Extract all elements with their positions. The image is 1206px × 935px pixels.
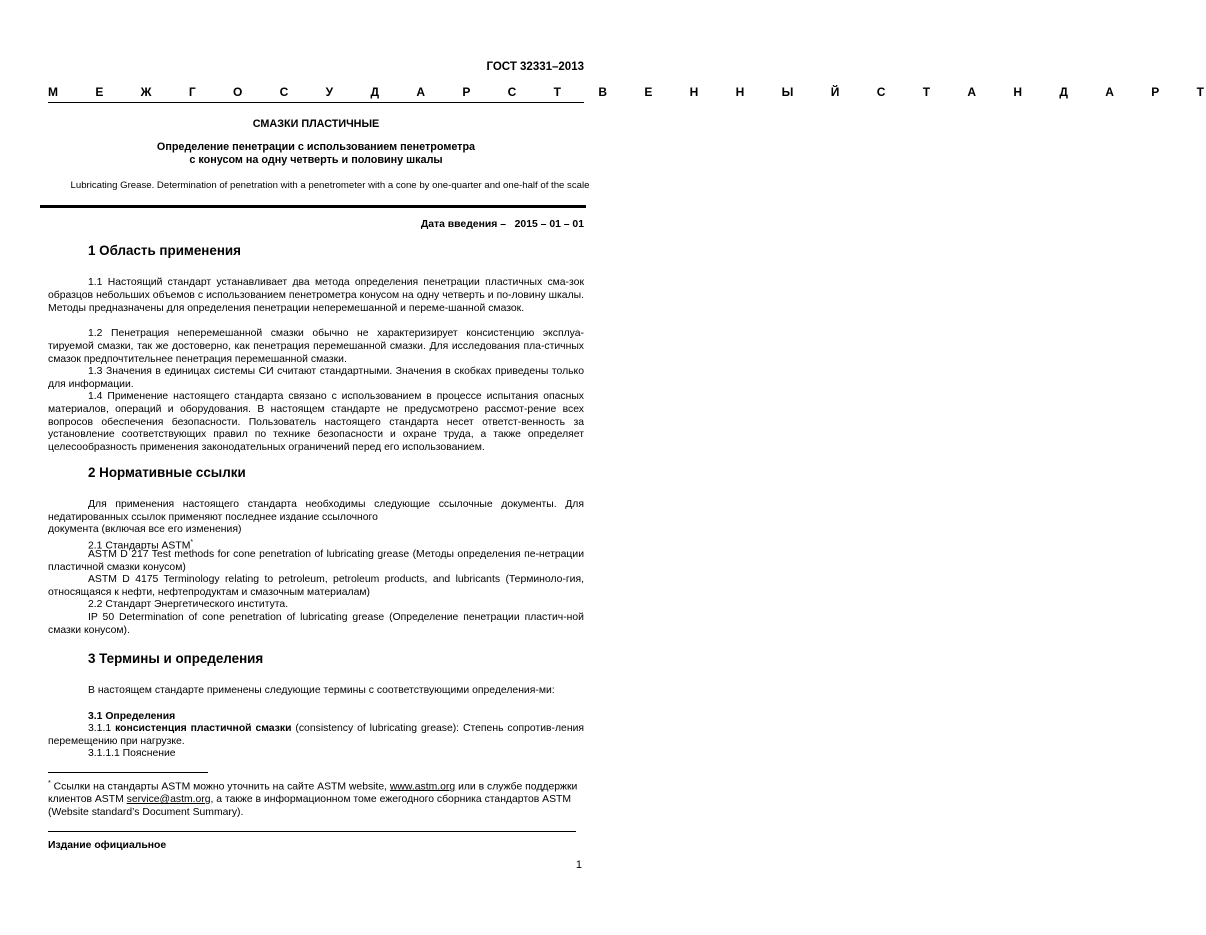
section3-note: 3.1.1.1 Пояснение [88, 748, 176, 759]
section3-heading: 3 Термины и определения [88, 651, 264, 666]
section3-term-consistency [48, 723, 584, 749]
section2-paragraph-1-continued: документа (включая все его изменения) [48, 524, 242, 535]
footnote-marker: * [48, 780, 51, 787]
astm-support-email-link[interactable]: service@astm.org [126, 794, 211, 806]
page-number: 1 [575, 859, 582, 871]
section1-paragraph-4: 1.4 Применение настоящего стандарта связано с использованием в процессе испытания опасных материалов, операций и оборудования. В настоящем стандарте не предусмотрено рассмот-рение всех вопросов обеспечения безопасности. Пользователь настоящего стандарта несет ответст-венность за установление соответствующих правил по технике безопасности и охране труда, а также определяет целесообразность применения законодательных ограничений перед его использованием. [48, 391, 584, 454]
term-name: консистенция пластичной смазки [115, 723, 292, 734]
introduction-date-value: 2015 – 01 – 01 [514, 219, 584, 230]
term-number: 3.1.1 [88, 723, 112, 734]
footnote-separator [48, 772, 208, 773]
astm-website-link[interactable]: www.astm.org [389, 781, 456, 793]
section1-heading: 1 Область применения [88, 243, 241, 258]
official-edition: Издание официальное [48, 840, 167, 851]
section3-paragraph-1: В настоящем стандарте применены следующие термины с соответствующими определения-ми: [88, 685, 555, 696]
header-rule [48, 102, 584, 103]
footnote [48, 778, 584, 819]
introduction-date-label: Дата введения – [420, 219, 506, 230]
section2-heading: 2 Нормативные ссылки [88, 465, 246, 480]
document-subtitle-line1: Определение пенетрации с использованием пенетрометра [156, 141, 476, 153]
section1-paragraph-1: 1.1 Настоящий стандарт устанавливает два метода определения пенетрации пластичных сма-зок образцов небольших объемов с использованием пенетрометра конусом на одну четверть и по-ловину шкалы. Методы предназначены для определения пенетрации неперемешанной и переме-шанной смазок. [48, 277, 584, 314]
introduction-date [421, 219, 584, 230]
footnote-text-1: Ссылки на стандарты ASTM можно уточнить на сайте ASTM website, [53, 781, 388, 793]
footnote-text-3: , а также в информационном томе ежегодного сборника стандартов ASTM (Website standard’s Document Summary). [48, 794, 572, 818]
section2-energy-institute: 2.2 Стандарт Энергетического института. [88, 599, 289, 610]
footer-rule [48, 831, 576, 832]
section3-subheading: 3.1 Определения [88, 711, 176, 722]
footnote-ref: * [190, 539, 194, 546]
section2-astm-standards-text: 2.1 Стандарты ASTM [88, 540, 191, 552]
section2-ip50: IP 50 Determination of cone penetration of lubricating grease (Определение пенетрации пластич-ной смазки конусом). [48, 612, 584, 636]
interstate-standard-label: М Е Ж Г О С У Д А Р С Т В Е Н Н Ы Й С Т А Н Д А Р Т [48, 85, 1206, 99]
term-definition: (consistency of lubricating grease): Степень сопротив-ления перемещению при нагрузке. [48, 723, 585, 747]
section1-paragraph-3: 1.3 Значения в единицах системы СИ считают стандартными. Значения в скобках приведены только для информации. [48, 366, 584, 390]
section2-astm-d217: ASTM D 217 Test methods for cone penetration of lubricating grease (Методы определения пе-нетрации пластичной смазки конусом) [48, 549, 584, 573]
title-rule [40, 205, 586, 208]
document-subtitle-line2: с конусом на одну четверть и половину шкалы [189, 154, 443, 166]
footnote-text-2: или в службе поддержки клиентов ASTM [48, 781, 578, 806]
document-title: СМАЗКИ ПЛАСТИЧНЫЕ [252, 118, 380, 130]
doc-number: ГОСТ 32331–2013 [486, 61, 584, 73]
section2-astm-d4175: ASTM D 4175 Terminology relating to petroleum, petroleum products, and lubricants (Терминоло-гия, относящаяся к нефти, нефтепродуктам и смазочным материалам) [48, 574, 584, 598]
section2-paragraph-1: Для применения настоящего стандарта необходимы следующие ссылочные документы. Для недатированных ссылок применяют последнее издание ссылочного [48, 499, 584, 523]
english-title: Lubricating Grease. Determination of penetration with a penetrometer with a cone by one-quarter and one-half of the scale [70, 180, 590, 191]
section1-paragraph-2: 1.2 Пенетрация неперемешанной смазки обычно не характеризирует консистенцию эксплуа-тируемой смазки, так же достоверно, как пенетрация перемешанной смазки. Для исследования пла-стичных смазок предпочтительнее пенетрация перемешанной смазки. [48, 328, 584, 365]
